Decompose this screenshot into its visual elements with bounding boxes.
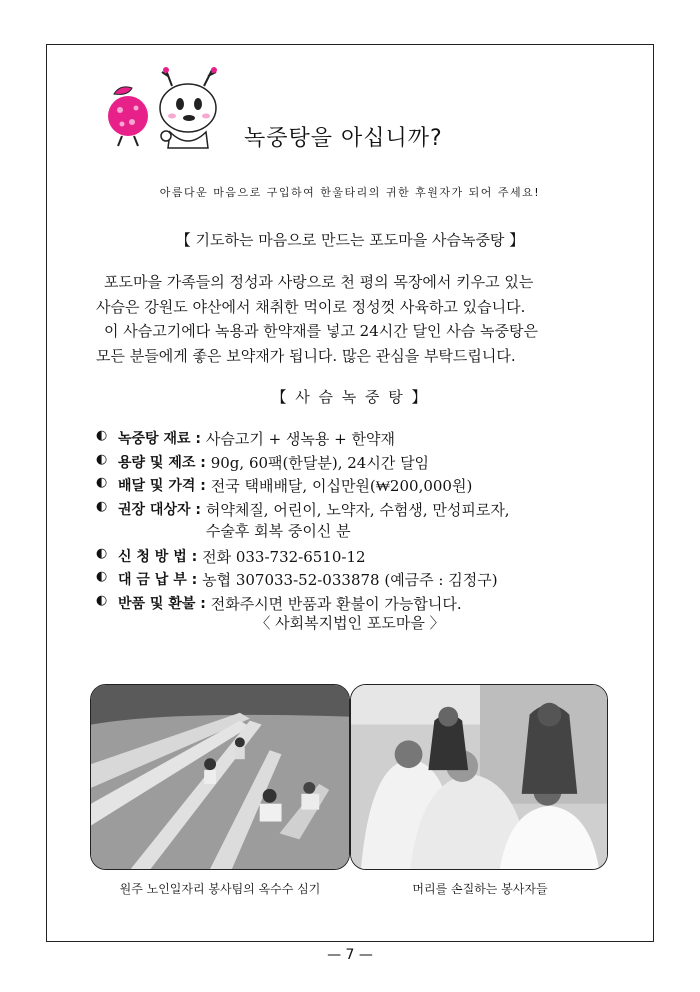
half-circle-bullet-icon: ◐ [96, 451, 108, 467]
photo-caption-right: 머리를 손질하는 봉사자들 [412, 882, 548, 896]
section-heading: 【 기도하는 마음으로 만드는 포도마을 사슴녹중탕 】 [175, 231, 525, 249]
photo-corn-planting [90, 684, 350, 870]
photo-caption-left: 원주 노인일자리 봉사팀의 옥수수 심기 [119, 882, 321, 896]
half-circle-bullet-icon: ◐ [96, 475, 108, 490]
detail-label: 반품 및 환불 : [118, 595, 211, 612]
half-circle-bullet-icon: ◐ [96, 498, 108, 514]
detail-row-order [96, 546, 616, 570]
photo-haircut-volunteers [350, 684, 608, 870]
detail-label: 신 청 방 법 : [118, 548, 203, 565]
organization-name: 〈 사회복지법인 포도마을 〉 [255, 614, 445, 632]
page-number: — 7 — [327, 947, 373, 963]
detail-row-ingredients [96, 428, 616, 452]
detail-label: 대 금 납 부 : [118, 572, 203, 588]
deer-mascot-illustration [100, 58, 240, 158]
detail-row-volume [96, 452, 616, 476]
intro-paragraph [96, 270, 606, 368]
detail-label: 권장 대상자 : [118, 501, 206, 518]
half-circle-bullet-icon: ◐ [96, 545, 108, 561]
detail-value [206, 499, 510, 541]
detail-label: 녹중탕 재료 : [118, 431, 206, 447]
product-heading: 【 사 슴 녹 중 탕 】 [271, 388, 429, 406]
page-title: 녹중탕을 아십니까? [244, 126, 443, 151]
detail-value: 사슴고기 + 생녹용 + 한약재 [205, 430, 395, 448]
detail-value: 90g, 60팩(한달분), 24시간 달임 [210, 453, 430, 472]
detail-value-line: 허약체질, 어린이, 노약자, 수험생, 만성피로자, [205, 500, 510, 519]
subtitle: 아름다운 마음으로 구입하여 한울타리의 귀한 후원자가 되어 주세요! [159, 186, 541, 199]
detail-value: 전국 택배배달, 이십만원(₩200,000원) [210, 477, 473, 495]
paragraph-line: 모든 분들에게 좋은 보약재가 됩니다. 많은 관심을 부탁드립니다. [96, 346, 516, 365]
product-details-list [96, 428, 616, 616]
half-circle-bullet-icon: ◐ [96, 569, 108, 584]
detail-value-line: 수술후 회복 중이신 분 [205, 521, 351, 540]
detail-row-recommended [96, 499, 616, 546]
detail-row-delivery-price [96, 475, 616, 499]
half-circle-bullet-icon: ◐ [96, 592, 108, 608]
detail-value: 전화 033-732-6510-12 [202, 547, 366, 566]
detail-label: 배달 및 가격 : [118, 478, 211, 494]
detail-row-payment [96, 569, 616, 593]
paragraph-line: 포도마을 가족들의 정성과 사랑으로 천 평의 목장에서 키우고 있는 [104, 273, 534, 291]
detail-label: 용량 및 제조 : [118, 454, 211, 471]
detail-value: 전화주시면 반품과 환불이 가능합니다. [210, 594, 462, 613]
half-circle-bullet-icon: ◐ [96, 428, 108, 443]
detail-value: 농협 307033-52-033878 (예금주 : 김정구) [202, 571, 498, 589]
paragraph-line: 이 사슴고기에다 녹용과 한약재를 넣고 24시간 달인 사슴 녹중탕은 [104, 322, 538, 340]
paragraph-line: 사슴은 강원도 야산에서 채취한 먹이로 정성껏 사육하고 있습니다. [96, 297, 526, 316]
